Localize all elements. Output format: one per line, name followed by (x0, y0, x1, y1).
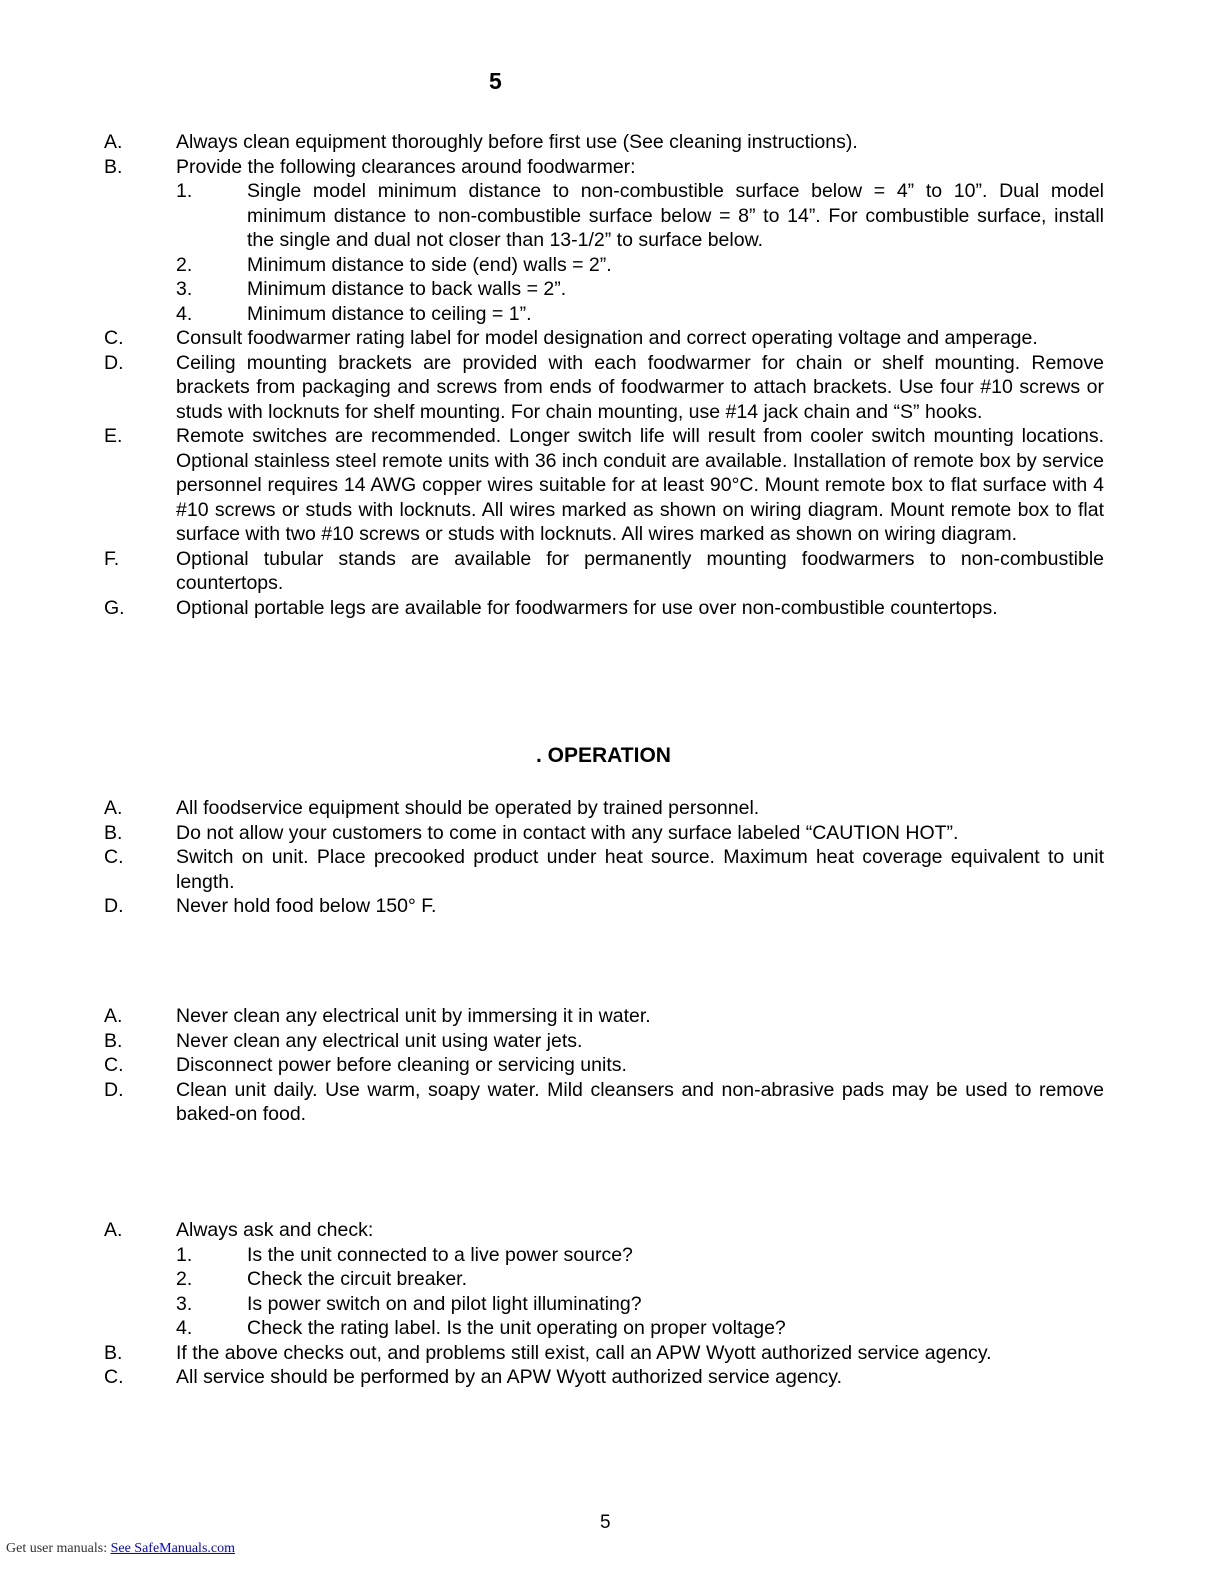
item-text: Remote switches are recommended. Longer switch life will result from cooler switch mounting locations. Optional stainless steel remote units with 36 inch conduit are available. Installation of remote box by service personnel requires 14 AWG copper wires suitable for at least 90°C. Mount remote box to flat surface with 4 #10 screws or studs with locknuts. All wires marked as shown on wiring diagram. Mount remote box to flat surface with two #10 screws or studs with locknuts. All wires marked as shown on wiring diagram. (176, 425, 1104, 545)
sub-item (176, 1292, 1104, 1317)
list-item (104, 155, 1104, 180)
installation-list (104, 130, 1104, 620)
item-letter: E. (104, 425, 123, 447)
list-item (104, 796, 1104, 821)
list-item (104, 894, 1104, 919)
list-item (104, 1218, 1104, 1243)
item-letter: B. (104, 155, 123, 178)
item-text: Optional tubular stands are available for permanently mounting foodwarmers to non-combustible countertops. (176, 547, 1104, 594)
sub-item-text: Is the unit connected to a live power source? (247, 1243, 633, 1266)
item-letter: B. (104, 821, 123, 844)
item-text: All service should be performed by an APW Wyott authorized service agency. (176, 1366, 843, 1388)
list-item (104, 424, 1104, 547)
cleaning-list (104, 1004, 1104, 1127)
sub-item-text: Minimum distance to ceiling = 1”. (247, 302, 532, 325)
item-letter: C. (104, 1366, 124, 1388)
sub-item-text: Minimum distance to side (end) walls = 2”. (247, 253, 612, 276)
item-letter: D. (104, 895, 124, 917)
sub-item (176, 1316, 1104, 1341)
item-letter: B. (104, 1029, 123, 1052)
list-item (104, 1341, 1104, 1366)
sub-item (176, 1243, 1104, 1268)
item-text: Never hold food below 150° F. (176, 895, 437, 917)
item-text: Do not allow your customers to come in contact with any surface labeled “CAUTION HOT”. (176, 821, 959, 844)
sub-item-number: 1. (176, 180, 193, 202)
item-text: Never clean any electrical unit by immersing it in water. (176, 1005, 651, 1027)
page-number-bottom: 5 (600, 1512, 611, 1533)
sub-item-number: 4. (176, 1317, 193, 1339)
sub-item-number: 3. (176, 1292, 193, 1315)
sub-item-text: Check the rating label. Is the unit operating on proper voltage? (247, 1317, 786, 1339)
item-text: Consult foodwarmer rating label for model designation and correct operating voltage and amperage. (176, 327, 1038, 349)
sub-item-number: 1. (176, 1243, 193, 1266)
item-letter: A. (104, 131, 123, 153)
item-letter: A. (104, 1005, 123, 1027)
item-letter: C. (104, 846, 124, 868)
list-item (104, 326, 1104, 351)
sub-item-number: 2. (176, 1268, 193, 1290)
list-item (104, 130, 1104, 155)
list-item (104, 1029, 1104, 1054)
footer-link[interactable]: See SafeManuals.com (110, 1541, 236, 1556)
list-item (104, 821, 1104, 846)
sub-item-text: Single model minimum distance to non-combustible surface below = 4” to 10”. Dual model minimum distance to non-combustible surface below = 8” to 14”. For combustible surface, install the single and dual not closer than 13-1/2” to surface below. (247, 180, 1104, 251)
list-item (104, 845, 1104, 894)
item-letter: D. (104, 351, 124, 374)
item-text: Provide the following clearances around foodwarmer: (176, 155, 636, 178)
sub-item (176, 277, 1104, 302)
footer (6, 1541, 235, 1557)
sub-item (176, 179, 1104, 253)
item-text: Disconnect power before cleaning or servicing units. (176, 1054, 627, 1076)
sub-item-number: 4. (176, 302, 193, 325)
item-text: Switch on unit. Place precooked product under heat source. Maximum heat coverage equivalent to unit length. (176, 846, 1104, 893)
list-item (104, 1004, 1104, 1029)
list-item (104, 1365, 1104, 1390)
item-letter: B. (104, 1341, 123, 1364)
list-item (104, 1078, 1104, 1127)
sub-item (176, 302, 1104, 327)
item-text: Clean unit daily. Use warm, soapy water. Mild cleansers and non-abrasive pads may be used to remove baked-on food. (176, 1078, 1104, 1125)
item-text: Never clean any electrical unit using water jets. (176, 1029, 583, 1052)
item-text: Always clean equipment thoroughly before first use (See cleaning instructions). (176, 131, 858, 153)
sub-item-number: 2. (176, 253, 193, 276)
item-letter: A. (104, 797, 123, 819)
item-letter: A. (104, 1219, 123, 1241)
operation-title: . OPERATION (536, 744, 671, 767)
item-text: All foodservice equipment should be operated by trained personnel. (176, 797, 760, 819)
footer-prefix: Get user manuals: (6, 1541, 111, 1556)
list-item (104, 596, 1104, 621)
item-text: Always ask and check: (176, 1219, 374, 1241)
troubleshooting-list (104, 1218, 1104, 1390)
item-letter: C. (104, 1054, 124, 1076)
list-item (104, 1053, 1104, 1078)
list-item (104, 547, 1104, 596)
item-letter: C. (104, 327, 124, 349)
sub-item-text: Is power switch on and pilot light illuminating? (247, 1292, 642, 1315)
sub-item-text: Check the circuit breaker. (247, 1268, 468, 1290)
list-item (104, 351, 1104, 425)
item-letter: G. (104, 596, 125, 619)
sub-item-number: 3. (176, 278, 193, 300)
sub-item (176, 1267, 1104, 1292)
item-letter: D. (104, 1078, 124, 1101)
page-number-top: 5 (489, 68, 502, 94)
item-text: If the above checks out, and problems still exist, call an APW Wyott authorized service agency. (176, 1341, 992, 1364)
sub-item (176, 253, 1104, 278)
operation-list (104, 796, 1104, 919)
item-letter: F. (104, 547, 120, 570)
sub-item-text: Minimum distance to back walls = 2”. (247, 278, 567, 300)
item-text: Optional portable legs are available for foodwarmers for use over non-combustible countertops. (176, 596, 998, 619)
item-text: Ceiling mounting brackets are provided with each foodwarmer for chain or shelf mounting. Remove brackets from packaging and screws from ends of foodwarmer to attach brackets. Use four #10 screws or studs with locknuts for shelf mounting. For chain mounting, use #14 jack chain and “S” hooks. (176, 351, 1104, 423)
